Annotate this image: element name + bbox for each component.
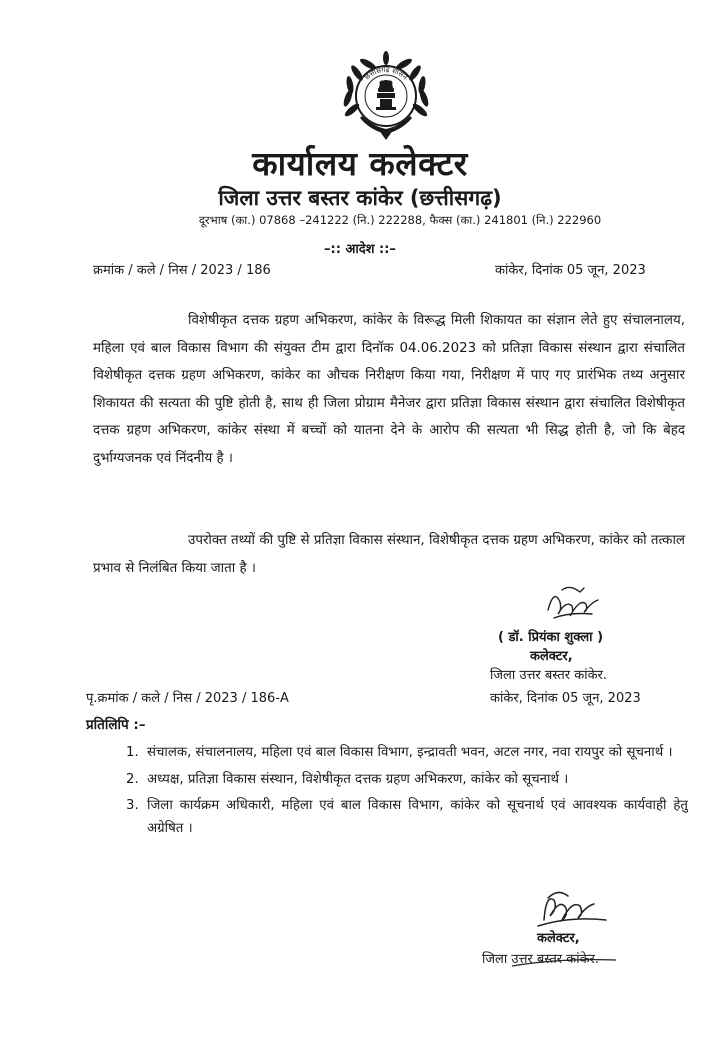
signature-stroke xyxy=(510,953,618,965)
endorsement-designation: कलेक्टर, xyxy=(537,931,580,946)
contact-line: दूरभाष (का.) 07868 –241222 (नि.) 222288, फैक्स (का.) 241801 (नि.) 222960 xyxy=(198,213,602,227)
list-item xyxy=(126,795,688,840)
list-item xyxy=(126,769,688,792)
order-paragraph-1: विशेषीकृत दत्तक ग्रहण अभिकरण, कांकेर के विरूद्ध मिली शिकायत का संज्ञान लेते हुए संचालनालय, महिला एवं बाल विकास विभाग की संयुक्त टीम द्वारा दिनॉक 04.06.2023 को प्रतिज्ञा विकास संस्थान द्वारा संचालित विशेषीकृत दत्तक ग्रहण अभिकरण, कांकेर का औचक निरीक्षण किया गया, निरीक्षण में पाए गए प्रारंभिक तथ्य अनुसार शिकायत की सत्यता की पुष्टि होती है, साथ ही जिला प्रोग्राम मैनेजर द्वारा प्रतिज्ञा विकास संस्थान द्वारा संचालित विशेषीकृत दत्तक ग्रहण अभिकरण, कांकेर संस्था में बच्चों को यातना देने के आरोप की सत्यता भी सिद्ध होती है, जो कि बेहद दुर्भाग्यजनक एवं निंदनीय है । xyxy=(93,313,685,466)
list-item xyxy=(126,742,688,765)
copy-heading: प्रतिलिपि :– xyxy=(86,717,146,733)
order-place-date: कांकेर, दिनांक 05 जून, 2023 xyxy=(495,263,646,278)
endorsement-place-date: कांकेर, दिनांक 05 जून, 2023 xyxy=(490,691,641,706)
state-emblem-icon xyxy=(330,48,442,146)
office-title: कार्यालय कलेक्टर xyxy=(252,144,468,183)
signature-image xyxy=(530,880,610,935)
list-item-text: अध्यक्ष, प्रतिज्ञा विकास संस्थान, विशेषीकृत दत्तक ग्रहण अभिकरण, कांकेर को सूचनार्थ । xyxy=(147,771,569,787)
list-item-number: 2. xyxy=(126,771,139,787)
signer-name: ( डॉ. प्रियंका शुक्ला ) xyxy=(498,630,604,645)
signature-image xyxy=(540,580,610,630)
signer-designation: कलेक्टर, xyxy=(530,649,573,664)
endorsement-number: पृ.क्रमांक / कले / निस / 2023 / 186-A xyxy=(86,691,289,706)
emblem-text: छत्तीसगढ़ शासन xyxy=(363,65,409,82)
order-number: क्रमांक / कले / निस / 2023 / 186 xyxy=(93,263,271,278)
copy-list xyxy=(126,742,688,844)
order-paragraph-2: उपरोक्त तथ्यों की पुष्टि से प्रतिज्ञा विकास संस्थान, विशेषीकृत दत्तक ग्रहण अभिकरण, कांकेर को तत्काल प्रभाव से निलंबित किया जाता है । xyxy=(93,533,685,576)
signer-place: जिला उत्तर बस्तर कांकेर. xyxy=(490,668,608,683)
list-item-text: जिला कार्यक्रम अधिकारी, महिला एवं बाल विकास विभाग, कांकेर को सूचनार्थ एवं आवश्यक कार्यवाही हेतु अग्रेषित । xyxy=(147,798,688,836)
list-item-text: संचालक, संचालनालय, महिला एवं बाल विकास विभाग, इन्द्रावती भवन, अटल नगर, नवा रायपुर को सूचनार्थ । xyxy=(147,745,673,760)
order-heading: –:: आदेश ::– xyxy=(324,242,396,257)
endorsement-place: जिला उत्तर बस्तर कांकेर. xyxy=(482,952,600,967)
district-title: जिला उत्तर बस्तर कांकेर (छत्तीसगढ़) xyxy=(218,186,502,210)
list-item-number: 3. xyxy=(126,798,139,813)
list-item-number: 1. xyxy=(126,745,139,760)
